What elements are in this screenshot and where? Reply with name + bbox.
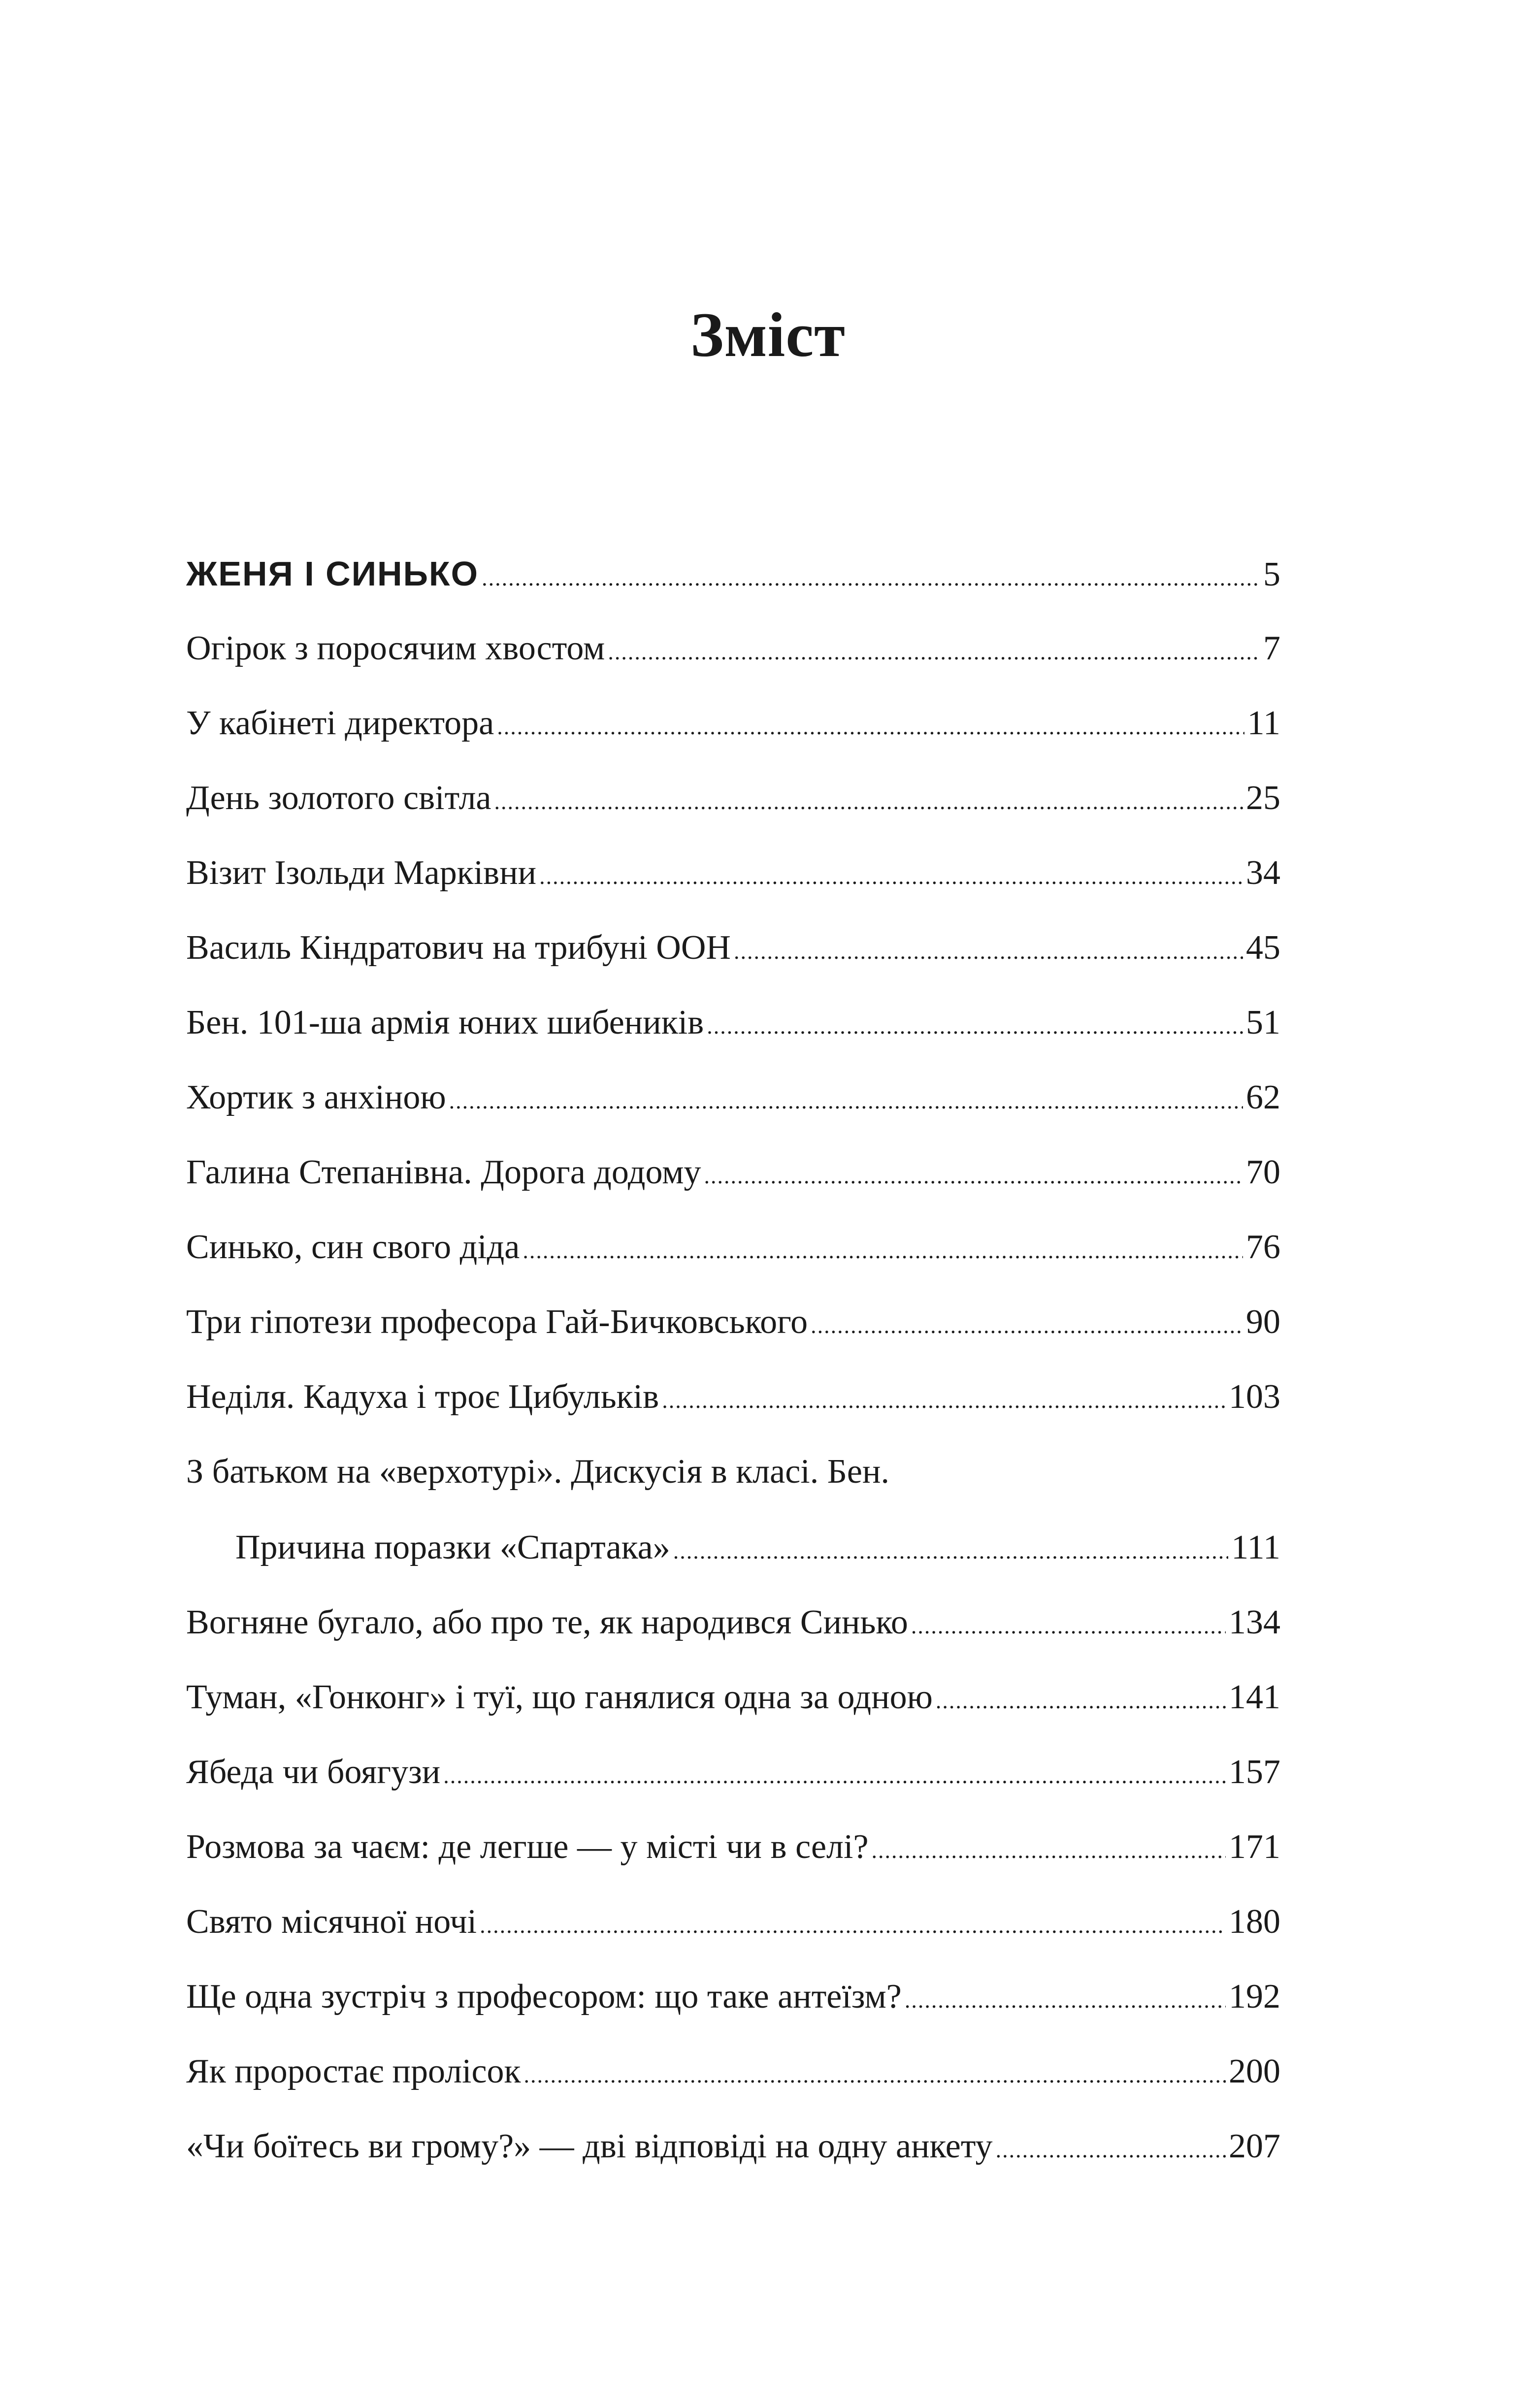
toc-entry: [186, 2047, 1280, 2096]
dot-leader: [707, 1002, 1243, 1051]
toc-entry-title-line2: Причина поразки «Спартака»: [235, 1529, 670, 1566]
toc-entry-page: 76: [1246, 1228, 1280, 1266]
toc-entry: [186, 1148, 1280, 1197]
toc-entry-page: 11: [1247, 704, 1280, 742]
toc-entry-page: 51: [1246, 1004, 1280, 1041]
dot-leader: [608, 627, 1260, 677]
dot-leader: [734, 927, 1243, 976]
toc-entry-title: Синько, син свого діда: [186, 1228, 520, 1266]
toc-entry: [186, 923, 1280, 973]
toc-entry: [186, 1822, 1280, 1872]
toc-entry-page: 70: [1246, 1153, 1280, 1191]
dot-leader: [523, 1226, 1243, 1275]
dot-leader: [872, 1826, 1226, 1875]
dot-leader: [673, 1527, 1228, 1576]
dot-leader: [482, 553, 1260, 603]
toc-entry: [186, 1673, 1280, 1722]
toc-entry: [186, 1223, 1280, 1272]
toc-entry-title: Свято місячної ночі: [186, 1903, 477, 1941]
toc-entry-title: Галина Степанівна. Дорога додому: [186, 1153, 701, 1191]
toc-entry-title: ЖЕНЯ І СИНЬКО: [186, 554, 479, 593]
toc-entry-page: 141: [1229, 1678, 1280, 1716]
toc-entry-page: 207: [1229, 2127, 1280, 2165]
toc-entry: [186, 1972, 1280, 2021]
toc-entry-title: Бен. 101-ша армія юних шибеників: [186, 1004, 704, 1041]
toc-entry-title: Василь Кіндратович на трибуні ООН: [186, 929, 731, 967]
dot-leader: [539, 852, 1243, 901]
toc-entry-page: 103: [1229, 1378, 1280, 1416]
toc-entry-page: 90: [1246, 1303, 1280, 1341]
toc-entry: [186, 2122, 1280, 2171]
dot-leader: [497, 702, 1244, 751]
toc-entry-title: Вогняне бугало, або про те, як народився Синько: [186, 1603, 908, 1641]
toc-entry: [186, 1598, 1280, 1647]
toc-entry-title: Ще одна зустріч з професором: що таке антеїзм?: [186, 1978, 902, 2016]
toc-entry-title: Розмова за чаєм: де легше — у місті чи в селі?: [186, 1828, 869, 1866]
toc-entry-page: 134: [1229, 1603, 1280, 1641]
toc-entry-page: 5: [1263, 555, 1280, 593]
toc-entry: [186, 1897, 1280, 1947]
toc-entry-page: 62: [1246, 1078, 1280, 1116]
toc-entry-page: 34: [1246, 854, 1280, 892]
toc-entry-page: 171: [1229, 1828, 1280, 1866]
dot-leader: [662, 1376, 1226, 1425]
toc-entry: [186, 1372, 1280, 1422]
toc-entry-title-line1: З батьком на «верхотурі». Дискусія в класі. Бен.: [186, 1453, 889, 1491]
dot-leader: [936, 1676, 1226, 1725]
dot-leader: [811, 1301, 1243, 1350]
dot-leader: [449, 1076, 1243, 1126]
toc-entry: [186, 998, 1280, 1047]
toc-entry: [186, 1298, 1280, 1347]
toc-entry-page: 45: [1246, 929, 1280, 967]
dot-leader: [480, 1901, 1226, 1950]
toc-entry-title: Ябеда чи боягузи: [186, 1753, 441, 1791]
toc-entry: [186, 1748, 1280, 1797]
toc-entry-title: Три гіпотези професора Гай-Бичковського: [186, 1303, 808, 1341]
toc-entry-title: День золотого світла: [186, 779, 491, 817]
dot-leader: [704, 1151, 1243, 1201]
toc-entry: [186, 848, 1280, 898]
toc-entry-page: 111: [1231, 1529, 1280, 1566]
toc-entry-title: Хортик з анхіною: [186, 1078, 446, 1116]
dot-leader: [996, 2125, 1226, 2175]
toc-entry-title: Туман, «Гонконг» і туї, що ганялися одна за одною: [186, 1678, 933, 1716]
toc-entry: [186, 1073, 1280, 1122]
toc-entry: [186, 774, 1280, 823]
toc-entry-page: 7: [1263, 629, 1280, 667]
toc-entry-page: 180: [1229, 1903, 1280, 1941]
toc-entry-page: 200: [1229, 2052, 1280, 2090]
dot-leader: [911, 1601, 1226, 1651]
toc-entry-title: У кабінеті директора: [186, 704, 494, 742]
toc-entry-title: Неділя. Кадуха і троє Цибульків: [186, 1378, 659, 1416]
dot-leader: [494, 777, 1243, 826]
toc-entry-page: 25: [1246, 779, 1280, 817]
toc-entry-title: Як проростає пролісок: [186, 2052, 521, 2090]
toc-entry: [186, 699, 1280, 748]
dot-leader: [443, 1751, 1226, 1800]
toc-entry-title: Огірок з поросячим хвостом: [186, 629, 605, 667]
toc-entry-section: [186, 549, 1280, 598]
toc-entry-multiline: [186, 1447, 1280, 1572]
toc-entry-page: 192: [1229, 1978, 1280, 2016]
toc-entry-page: 157: [1229, 1753, 1280, 1791]
page-title: Зміст: [690, 300, 846, 370]
toc-entry: [186, 624, 1280, 673]
toc-entry-title: Візит Ізольди Марківни: [186, 854, 537, 892]
toc-entry-title: «Чи боїтесь ви грому?» — дві відповіді на одну анкету: [186, 2127, 993, 2165]
dot-leader: [524, 2050, 1226, 2100]
table-of-contents: [186, 549, 1280, 2197]
dot-leader: [905, 1976, 1226, 2025]
